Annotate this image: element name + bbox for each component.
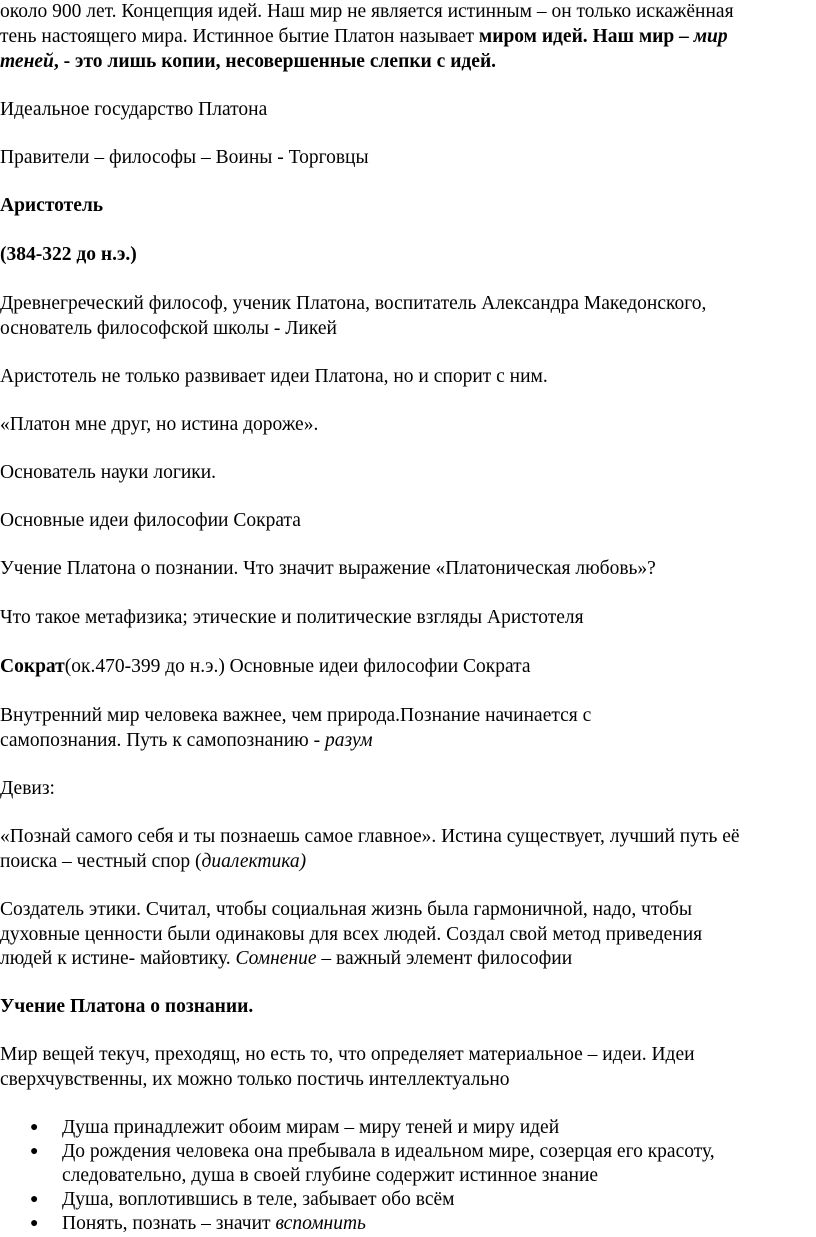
bullet-icon: ●: [30, 1144, 39, 1159]
plato-knowledge-line-1: Мир вещей текуч, преходящ, но есть то, что определяет материальное – идеи. Идеи: [0, 1044, 695, 1065]
list-item-4: Понять, познать – значит вспомнить: [62, 1213, 366, 1234]
aristotle-logic: Основатель науки логики.: [0, 462, 217, 483]
aristotle-bio-line-1: Древнегреческий философ, ученик Платона, воспитатель Александра Македонского,: [0, 293, 707, 314]
question-2: Учение Платона о познании. Что значит выражение «Платоническая любовь»?: [0, 558, 656, 579]
list-item-2-line-1: До рождения человека она пребывала в идеальном мире, созерцая его красоту,: [62, 1141, 715, 1162]
question-3: Что такое метафизика; этические и политические взгляды Аристотеля: [0, 607, 584, 628]
aristotle-bio-line-2: основатель философской школы - Ликей: [0, 318, 337, 339]
aristotle-years: (384-322 до н.э.): [0, 244, 137, 265]
ideal-state-hierarchy: Правители – философы – Воины - Торговцы: [0, 147, 369, 168]
aristotle-quote: «Платон мне друг, но истина дороже».: [0, 414, 319, 435]
ethics-line-1: Создатель этики. Считал, чтобы социальная жизнь была гармоничной, надо, чтобы: [0, 899, 692, 920]
intro-line-1: около 900 лет. Концепция идей. Наш мир не является истинным – он только искажённая: [0, 1, 734, 22]
ideal-state-heading: Идеальное государство Платона: [0, 99, 268, 120]
aristotle-develops: Аристотель не только развивает идеи Платона, но и спорит с ним.: [0, 366, 548, 387]
socrates-inner-line-2: самопознания. Путь к самопознанию - разум: [0, 730, 373, 751]
socrates-line: Сократ(ок.470-399 до н.э.) Основные идеи философии Сократа: [0, 656, 531, 677]
ethics-line-2: духовные ценности были одинаковы для всех людей. Создал свой метод приведения: [0, 924, 703, 945]
question-1: Основные идеи философии Сократа: [0, 510, 301, 531]
motto-line-1: «Познай самого себя и ты познаешь самое главное». Истина существует, лучший путь её: [0, 826, 740, 847]
socrates-inner-line-1: Внутренний мир человека важнее, чем природа.Познание начинается с: [0, 705, 592, 726]
list-item-2-line-2: следовательно, душа в своей глубине содержит истинное знание: [62, 1165, 599, 1186]
bullet-icon: ●: [30, 1216, 39, 1231]
ethics-line-3: людей к истине- майовтику. Сомнение – важный элемент философии: [0, 948, 573, 969]
motto-label: Девиз:: [0, 778, 55, 799]
bullet-icon: ●: [30, 1120, 39, 1135]
list-item-1: Душа принадлежит обоим мирам – миру теней и миру идей: [62, 1117, 560, 1138]
socrates-name: Сократ: [0, 656, 65, 677]
intro-line-3: теней, - это лишь копии, несовершенные слепки с идей.: [0, 51, 497, 72]
list-item-3: Душа, воплотившись в теле, забывает обо всём: [62, 1189, 455, 1210]
bullet-icon: ●: [30, 1192, 39, 1207]
intro-line-2: тень настоящего мира. Истинное бытие Платон называет миром идей. Наш мир – мир: [0, 26, 728, 47]
motto-line-2: поиска – честный спор (диалектика): [0, 851, 307, 872]
aristotle-heading: Аристотель: [0, 195, 104, 216]
plato-knowledge-line-2: сверхчувственны, их можно только постичь интеллектуально: [0, 1069, 510, 1090]
plato-knowledge-heading: Учение Платона о познании.: [0, 996, 254, 1017]
